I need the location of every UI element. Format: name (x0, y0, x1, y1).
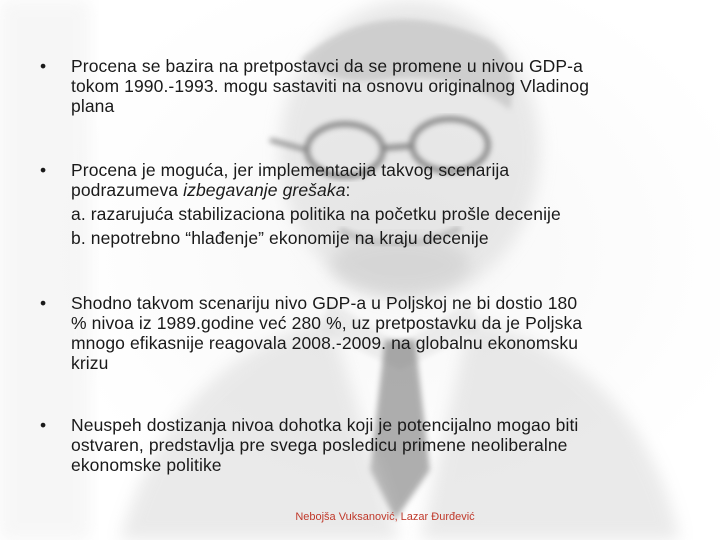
emphasis-text: izbegavanje grešaka (183, 180, 346, 200)
bullet-line (71, 180, 690, 200)
bullet-marker: • (40, 293, 47, 313)
bullet-line: Procena je moguća, jer implementacija takvog scenarija (71, 160, 510, 180)
bullet-line: tokom 1990.-1993. mogu sastaviti na osnovu originalnog Vladinog (71, 76, 590, 96)
bullet-text (71, 160, 690, 248)
bullet-item-4 (40, 415, 690, 475)
bullet-line: plana (71, 96, 115, 116)
bullet-marker: • (40, 415, 47, 435)
bullet-marker: • (40, 160, 47, 180)
bullet-item-2 (40, 160, 690, 248)
bullet-line: % nivoa iz 1989.godine već 280 %, uz pretpostavku da je Poljska (71, 313, 583, 333)
footer-authors: Nebojša Vuksanović, Lazar Đurđević (295, 511, 475, 523)
sub-item-b: b. nepotrebno “hlađenje” ekonomije na kraju decenije (71, 228, 489, 248)
bullet-line: ostvaren, predstavlja pre svega posledicu primene neoliberalne (71, 435, 568, 455)
bullet-text (71, 415, 690, 475)
bullet-marker: • (40, 56, 47, 76)
bullet-line: mnogo efikasnije reagovala 2008.-2009. na globalnu ekonomsku (71, 333, 579, 353)
sub-item-a: a. razarujuća stabilizaciona politika na početku prošle decenije (71, 204, 561, 224)
bullet-item-3 (40, 293, 690, 373)
bullet-line: Procena se bazira na pretpostavci da se promene u nivou GDP-a (71, 56, 583, 76)
bullet-item-1 (40, 56, 690, 116)
bullet-line: ekonomske politike (71, 455, 222, 475)
bullet-text (71, 56, 690, 116)
bullet-line: Neuspeh dostizanja nivoa dohotka koji je potencijalno mogao biti (71, 415, 579, 435)
bullet-line-suffix: : (345, 180, 351, 200)
bullet-text (71, 293, 690, 373)
bullet-line-prefix: podrazumeva (71, 180, 184, 200)
bullet-line: Shodno takvom scenariju nivo GDP-a u Poljskoj ne bi dostio 180 (71, 293, 578, 313)
bullet-line: krizu (71, 353, 109, 373)
